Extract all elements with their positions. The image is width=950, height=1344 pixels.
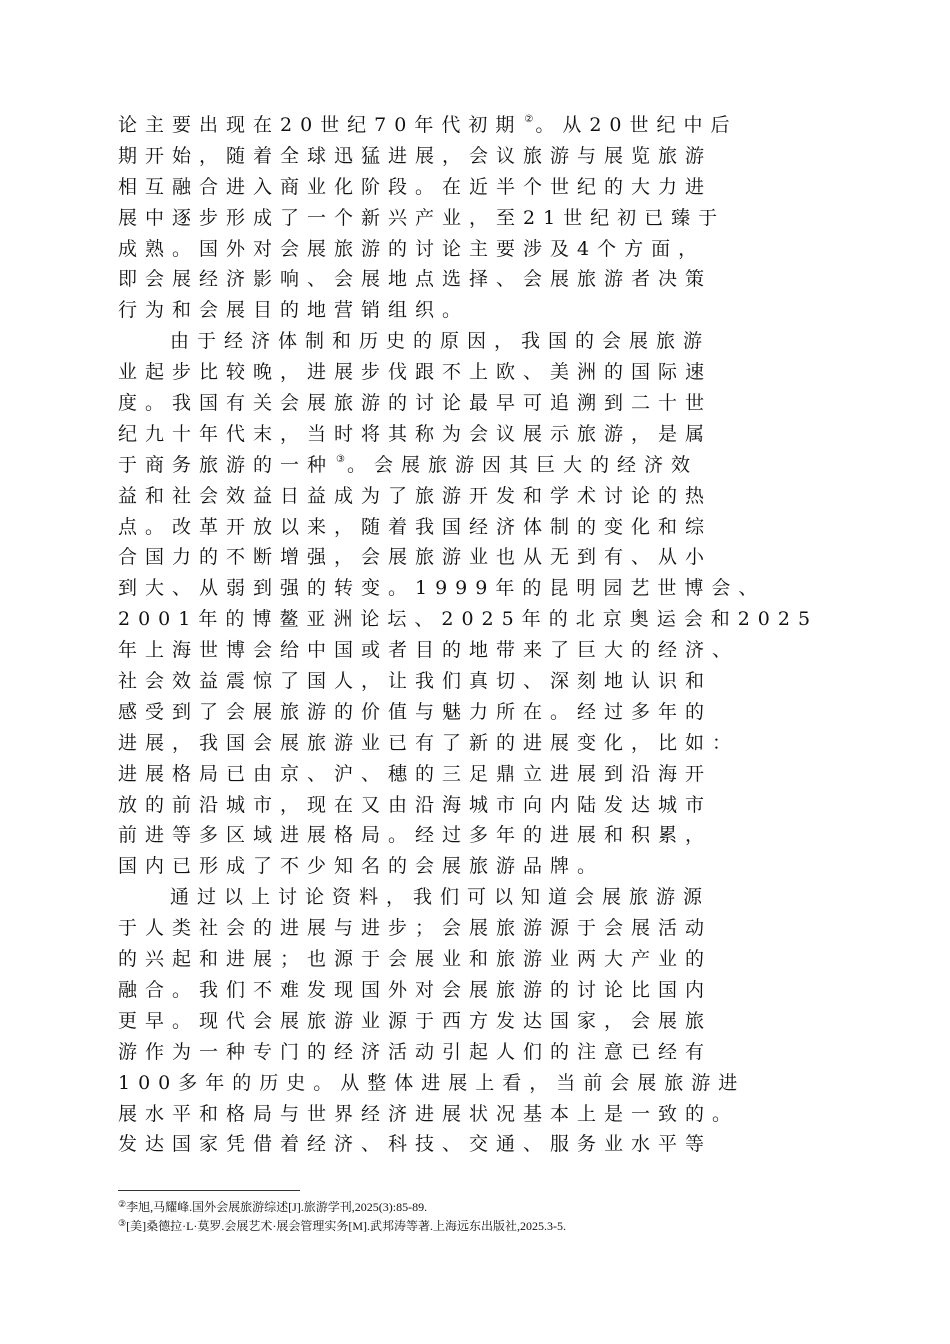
paragraph-line: 即会展经济影响、会展地点选择、会展旅游者决策 (118, 268, 713, 291)
paragraph-line: 游作为一种专门的经济活动引起人们的注意已经有 (118, 1040, 713, 1063)
footnote-reference[interactable]: ② (524, 114, 534, 125)
footnote (118, 1215, 878, 1234)
paragraph-line: 业起步比较晚，进展步伐跟不上欧、美洲的国际速 (118, 361, 713, 384)
paragraph-line: 2001年的博鳌亚洲论坛、2025年的北京奥运会和2025 (118, 608, 819, 631)
paragraph-line: 展中逐步形成了一个新兴产业，至21世纪初已臻于 (118, 206, 726, 229)
paragraph-line: 度。我国有关会展旅游的讨论最早可追溯到二十世 (118, 392, 713, 415)
footnote-mark: ② (118, 1199, 127, 1209)
paragraph-line: 益和社会效益日益成为了旅游开发和学术讨论的热 (118, 484, 713, 507)
paragraph-line: 更早。现代会展旅游业源于西方发达国家，会展旅 (118, 1009, 713, 1032)
paragraph-line: 论主要出现在20世纪70年代初期 ② 。从20世纪中后 (118, 114, 738, 136)
paragraph-line: 由于经济体制和历史的原因，我国的会展旅游 (170, 330, 711, 353)
paragraph-line: 到大、从弱到强的转变。1999年的昆明园艺世博会、 (118, 577, 766, 600)
paragraph-line: 通过以上讨论资料，我们可以知道会展旅游源 (170, 886, 711, 909)
paragraph-line: 国内已形成了不少知名的会展旅游品牌。 (118, 855, 605, 878)
paragraph-line: 进展格局已由京、沪、穗的三足鼎立进展到沿海开 (118, 762, 713, 785)
paragraph-line: 行为和会展目的地营销组织。 (118, 299, 470, 322)
paragraph-line: 的兴起和进展；也源于会展业和旅游业两大产业的 (118, 948, 713, 971)
paragraph-line: 展水平和格局与世界经济进展状况基本上是一致的。 (118, 1102, 740, 1125)
paragraph-line: 社会效益震惊了国人，让我们真切、深刻地认识和 (118, 670, 713, 693)
paragraph-line: 于人类社会的进展与进步；会展旅游源于会展活动 (118, 917, 713, 940)
paragraph-line: 期开始，随着全球迅猛进展，会议旅游与展览旅游 (118, 144, 713, 167)
paragraph-line: 合国力的不断增强，会展旅游业也从无到有、从小 (118, 546, 713, 569)
paragraph-line: 发达国家凭借着经济、科技、交通、服务业水平等 (118, 1133, 713, 1156)
footnote-text: [美]桑德拉·L·莫罗.会展艺术·展会管理实务[M].武邦涛等著.上海远东出版社,2025.3-5. (126, 1219, 567, 1233)
paragraph-line: 相互融合进入商业化阶段。在近半个世纪的大力进 (118, 175, 713, 198)
paragraph-line: 成熟。国外对会展旅游的讨论主要涉及4个方面， (118, 237, 706, 260)
body-text (118, 110, 878, 1160)
footnote-divider (118, 1190, 300, 1191)
footnote (118, 1196, 878, 1215)
paragraph-line: 于商务旅游的一种 ③ 。会展旅游因其巨大的经济效 (118, 453, 698, 476)
footnote-reference[interactable]: ③ (336, 453, 345, 465)
paragraph-line: 进展，我国会展旅游业已有了新的进展变化，比如： (118, 731, 740, 754)
paragraph-line: 前进等多区域进展格局。经过多年的进展和积累， (118, 824, 713, 847)
paragraph-line: 年上海世博会给中国或者目的地带来了巨大的经济、 (118, 639, 740, 662)
footnote-text: 李旭,马耀峰.国外会展旅游综述[J].旅游学刊,2025(3):85-89. (126, 1200, 428, 1214)
paragraph-line: 100多年的历史。从整体进展上看，当前会展旅游进 (118, 1071, 746, 1094)
footnotes (118, 1196, 878, 1234)
paragraph-line: 感受到了会展旅游的价值与魅力所在。经过多年的 (118, 700, 713, 723)
paragraph-line: 纪九十年代末，当时将其称为会议展示旅游，是属 (118, 422, 713, 445)
footnote-mark: ③ (118, 1218, 127, 1228)
paragraph-line: 融合。我们不难发现国外对会展旅游的讨论比国内 (118, 978, 713, 1001)
paragraph-line: 放的前沿城市，现在又由沿海城市向内陆发达城市 (118, 793, 713, 816)
paragraph-line: 点。改革开放以来，随着我国经济体制的变化和综 (118, 515, 713, 538)
